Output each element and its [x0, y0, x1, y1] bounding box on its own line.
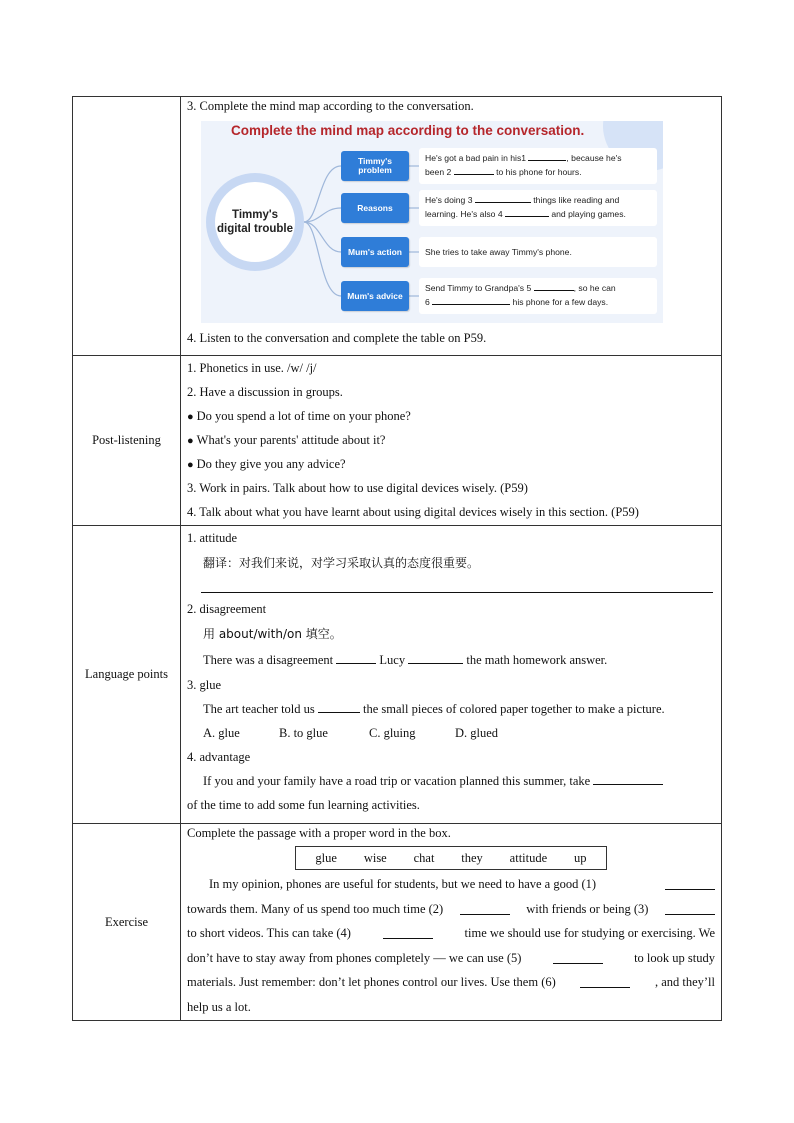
point-4-title: 4. advantage	[187, 750, 251, 764]
discussion-line: 2. Have a discussion in groups.	[187, 385, 343, 399]
point-3-options	[181, 721, 721, 745]
blank-3	[665, 902, 715, 915]
lesson-table	[72, 96, 722, 1021]
exercise-instruction: Complete the passage with a proper word in the box.	[187, 826, 451, 840]
point-4-sentence-cont: of the time to add some fun learning activities.	[187, 798, 420, 812]
blank-6	[432, 295, 510, 305]
detail-text: and playing games.	[548, 209, 626, 219]
detail-reasons	[419, 190, 657, 226]
word: wise	[363, 850, 387, 865]
option-d: D. glued	[455, 726, 499, 740]
question-text: What's your parents' attitude about it?	[196, 433, 386, 447]
passage-text: to look up study	[634, 950, 715, 965]
detail-text: to his phone for hours.	[493, 167, 582, 177]
detail-mums-advice	[419, 278, 657, 314]
row-content-exercise	[181, 824, 722, 1021]
word: glue	[315, 850, 337, 865]
row-content-listening	[181, 97, 722, 356]
word: up	[574, 850, 587, 865]
blank-2	[460, 902, 510, 915]
word: attitude	[509, 850, 548, 865]
mind-map-title: Complete the mind map according to the conversation.	[231, 123, 585, 138]
point-2-sentence	[181, 647, 721, 673]
blank-3	[475, 193, 531, 203]
option-b: B. to glue	[279, 726, 328, 740]
option-c: C. gluing	[369, 726, 416, 740]
exercise-passage	[181, 872, 721, 1019]
question-1	[181, 404, 721, 428]
detail-text: , so he can	[573, 283, 616, 293]
blank-6	[580, 975, 630, 988]
sentence-text: There was a disagreement	[203, 653, 337, 667]
detail-text: He's doing 3	[425, 195, 475, 205]
blank	[408, 651, 463, 664]
mind-map	[201, 121, 663, 323]
question-3	[181, 452, 721, 476]
word: chat	[413, 850, 435, 865]
point-2-instruction: 用 about/with/on 填空。	[203, 627, 342, 641]
summary-line: 4. Talk about what you have learnt about using digital devices wisely in this section. (P59)	[187, 505, 639, 519]
detail-text: Send Timmy to Grandpa's 5	[425, 283, 534, 293]
detail-text: 6	[425, 297, 433, 307]
point-4-sentence	[181, 769, 721, 793]
passage-text: with friends or being (3)	[526, 901, 649, 916]
passage-text: , and they’ll	[654, 975, 715, 989]
row-label-exercise: Exercise	[73, 824, 181, 1021]
blank	[318, 700, 360, 713]
node-mums-action: Mum's action	[341, 237, 409, 267]
node-mums-advice: Mum's advice	[341, 281, 409, 311]
point-1-title: 1. attitude	[187, 531, 237, 545]
node-reasons: Reasons	[341, 193, 409, 223]
blank-4	[383, 926, 433, 939]
row-language-points	[73, 526, 722, 824]
passage-text: to short videos. This can take (4)	[187, 926, 351, 940]
row-post-listening	[73, 356, 722, 526]
detail-text: his phone for a few days.	[510, 297, 609, 307]
task-3-text: 3. Complete the mind map according to the conversation.	[187, 99, 474, 113]
passage-text: In my opinion, phones are useful for students, but we need to have a good (1)	[209, 877, 597, 891]
detail-text: , because he's	[566, 153, 622, 163]
sentence-text: the math homework answer.	[463, 653, 608, 667]
question-text: Do you spend a lot of time on your phone?	[196, 409, 411, 423]
row-exercise	[73, 824, 722, 1021]
passage-text: towards them. Many of us spend too much time (2)	[187, 901, 444, 916]
sentence-text: If you and your family have a road trip or vacation planned this summer, take	[203, 774, 594, 788]
row-label-post-listening: Post-listening	[73, 356, 181, 526]
row-label-empty	[73, 97, 181, 356]
blank	[593, 772, 663, 785]
task-4-text: 4. Listen to the conversation and complete the table on P59.	[187, 331, 487, 345]
detail-text: things like reading and	[530, 195, 620, 205]
point-3-title: 3. glue	[187, 678, 222, 692]
blank-2	[454, 165, 494, 175]
pair-work-line: 3. Work in pairs. Talk about how to use digital devices wisely. (P59)	[187, 481, 528, 495]
detail-timmys-problem	[419, 148, 657, 184]
detail-text: She tries to take away Timmy's phone.	[425, 247, 572, 257]
passage-text: time we should use for studying or exercising. We	[464, 926, 715, 940]
passage-text: materials. Just remember: don’t let phones control our lives. Use them (6)	[187, 975, 556, 989]
row-label-language-points: Language points	[73, 526, 181, 824]
point-3-sentence	[181, 697, 721, 721]
answer-line	[201, 582, 713, 593]
row-content-language-points	[181, 526, 722, 824]
row-content-post-listening	[181, 356, 722, 526]
blank	[336, 651, 376, 664]
blank-1	[528, 151, 566, 161]
blank-5	[553, 951, 603, 964]
detail-text: been 2	[425, 167, 454, 177]
passage-text: don’t have to stay away from phones completely — we can use (5)	[187, 950, 522, 965]
row-listening	[73, 97, 722, 356]
question-2	[181, 428, 721, 452]
phonetics-line: 1. Phonetics in use. /w/ /j/	[187, 361, 317, 375]
blank-1	[665, 877, 715, 890]
word-box	[295, 846, 607, 870]
sentence-text: The art teacher told us	[203, 702, 318, 716]
node-timmys-problem: Timmy's problem	[341, 151, 409, 181]
sentence-text: the small pieces of colored paper together to make a picture.	[359, 702, 665, 716]
passage-text: help us a lot.	[187, 999, 251, 1014]
detail-text: He's got a bad pain in his1	[425, 153, 529, 163]
sentence-text: Lucy	[376, 653, 409, 667]
option-a: A. glue	[203, 726, 240, 740]
point-2-title: 2. disagreement	[187, 602, 267, 616]
point-1-translation: 翻译：对我们来说，对学习采取认真的态度很重要。	[203, 556, 480, 570]
detail-mums-action	[419, 237, 657, 267]
question-text: Do they give you any advice?	[196, 457, 346, 471]
detail-text: learning. He's also 4	[425, 209, 505, 219]
blank-5	[534, 281, 574, 291]
mind-map-center: Timmy's digital trouble	[215, 182, 295, 262]
blank-4	[505, 207, 549, 217]
word: they	[461, 850, 483, 865]
